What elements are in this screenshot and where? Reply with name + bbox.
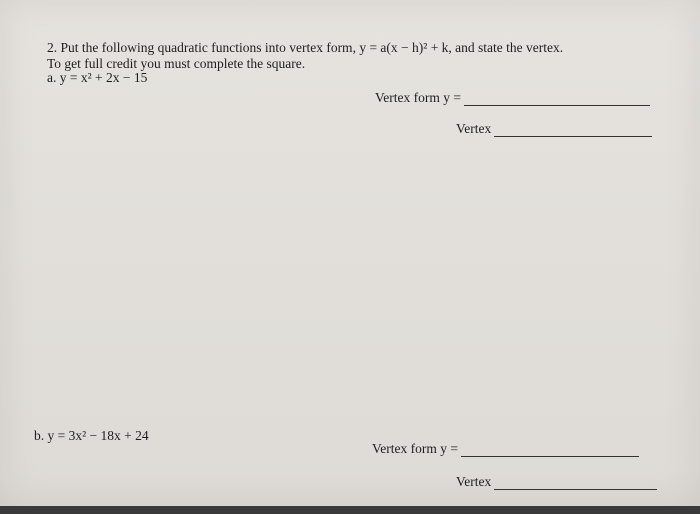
- part-b-vertex-row: [456, 474, 657, 490]
- part-a-vertex-form-label: Vertex form y =: [375, 90, 461, 105]
- part-a-vertex-form-blank[interactable]: [464, 93, 650, 106]
- part-b-vertex-form-row: [372, 441, 639, 457]
- part-a-vertex-label: Vertex: [456, 121, 492, 136]
- part-b-prompt: b. y = 3x² − 18x + 24: [34, 428, 149, 443]
- part-b-vertex-label: Vertex: [456, 474, 492, 489]
- part-b-vertex-form-label: Vertex form y =: [372, 441, 458, 456]
- question-instruction: To get full credit you must complete the square.: [47, 56, 306, 71]
- part-b-vertex-blank[interactable]: [494, 477, 657, 490]
- part-a-vertex-row: [456, 121, 652, 137]
- part-a-prompt: a. y = x² + 2x − 15: [47, 70, 148, 85]
- question-stem: 2. Put the following quadratic functions into vertex form, y = a(x − h)² + k, and state the vertex.: [47, 40, 564, 55]
- desk-edge: [0, 506, 700, 514]
- part-a-vertex-blank[interactable]: [494, 124, 652, 137]
- part-a-vertex-form-row: [375, 90, 650, 106]
- part-b-vertex-form-blank[interactable]: [461, 444, 639, 457]
